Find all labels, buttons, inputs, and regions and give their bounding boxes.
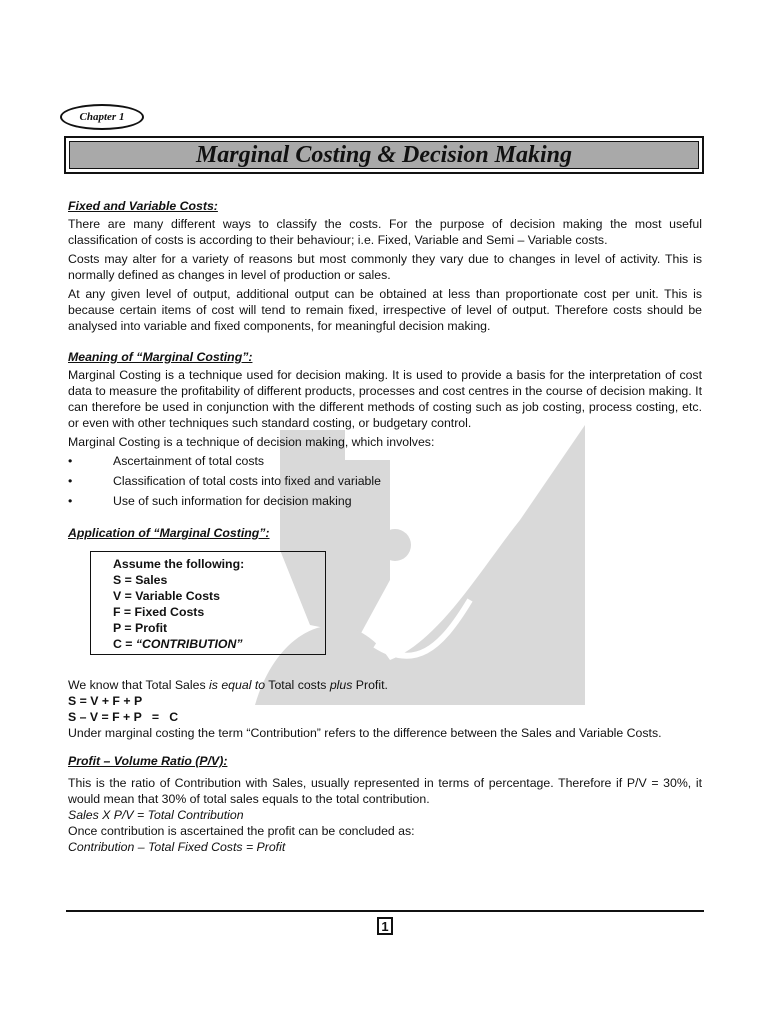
title-banner xyxy=(64,136,704,174)
bullet-icon: • xyxy=(68,494,73,508)
paragraph: This is the ratio of Contribution with Sales, usually represented in terms of percentage. Therefore if P/V = 30%, it would mean that 30% of total sales equals to the total contribution. xyxy=(68,776,702,806)
assumptions-box xyxy=(90,551,326,655)
page-title: Marginal Costing & Decision Making xyxy=(69,141,699,169)
bullet-icon: • xyxy=(68,474,73,488)
formula: S – V = F + P = C xyxy=(68,710,179,724)
list-item: • Ascertainment of total costs xyxy=(68,454,265,468)
formula: S = V + F + P xyxy=(68,694,143,708)
list-item: • Classification of total costs into fixed and variable xyxy=(68,474,381,488)
heading-application-marginal-costing: Application of “Marginal Costing”: xyxy=(68,526,270,540)
paragraph: Once contribution is ascertained the profit can be concluded as: xyxy=(68,824,415,838)
paragraph: Marginal Costing is a technique of decision making, which involves: xyxy=(68,435,435,449)
contribution-note: Under marginal costing the term “Contribution” refers to the difference between the Sales and Variable Costs. xyxy=(68,726,662,740)
assumption-line: Assume the following: xyxy=(113,557,245,571)
paragraph: There are many different ways to classify the costs. For the purpose of decision making the most useful classification of costs is according to their behaviour; i.e. Fixed, Variable and Semi – Variable costs. xyxy=(68,217,702,247)
assumption-line: S = Sales xyxy=(113,573,168,587)
bullet-icon: • xyxy=(68,454,73,468)
list-item: • Use of such information for decision making xyxy=(68,494,352,508)
document-body xyxy=(68,198,702,855)
paragraph: Marginal Costing is a technique used for decision making. It is used to provide a basis for the interpretation of cost data to measure the profitability of different products, processes and cost centres in the course of decision making. It can therefore be used in conjunction with the different methods of costing such as job costing, process costing, etc. or even with other techniques such standard costing, or budgetary control. xyxy=(68,368,702,430)
paragraph: At any given level of output, additional output can be obtained at less than proportionate cost per unit. This is because certain items of cost will tend to remain fixed, irrespective of level of output. Therefore costs should be analysed into variable and fixed components, for meaningful decision making. xyxy=(68,287,702,333)
assumption-line: C = “CONTRIBUTION” xyxy=(113,637,243,651)
total-sales-sentence: We know that Total Sales is equal to Total costs plus Profit. xyxy=(68,678,388,692)
bullet-list xyxy=(68,453,702,509)
heading-fixed-variable-costs: Fixed and Variable Costs: xyxy=(68,199,218,213)
assumption-line: F = Fixed Costs xyxy=(113,605,205,619)
heading-pv-ratio: Profit – Volume Ratio (P/V): xyxy=(68,754,228,768)
assumption-line: P = Profit xyxy=(113,621,168,635)
footer-divider xyxy=(66,910,704,912)
formula: Contribution – Total Fixed Costs = Profit xyxy=(68,840,286,854)
heading-meaning-marginal-costing: Meaning of “Marginal Costing”: xyxy=(68,350,253,364)
paragraph: Costs may alter for a variety of reasons but most commonly they vary due to changes in level of activity. This is normally defined as changes in level of production or sales. xyxy=(68,252,702,282)
chapter-label: Chapter 1 xyxy=(60,104,144,130)
assumption-line: V = Variable Costs xyxy=(113,589,220,603)
page-number: 1 xyxy=(377,917,393,935)
formula: Sales X P/V = Total Contribution xyxy=(68,808,244,822)
